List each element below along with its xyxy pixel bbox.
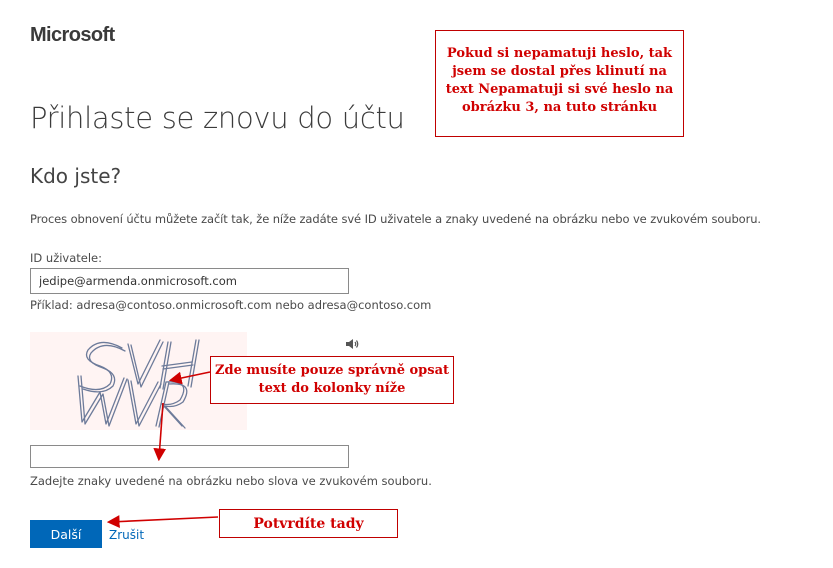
userid-input[interactable] [30, 268, 349, 294]
arrow-to-next-button [110, 517, 218, 522]
page-description: Proces obnovení účtu můžete začít tak, že níže zadáte své ID uživatele a znaky uvedené na obrázku nebo ve zvukovém souboru. [30, 212, 761, 226]
captcha-hint: Zadejte znaky uvedené na obrázku nebo slova ve zvukovém souboru. [30, 474, 432, 488]
captcha-input[interactable] [30, 445, 349, 468]
next-button[interactable]: Další [30, 520, 102, 548]
userid-example: Příklad: adresa@contoso.onmicrosoft.com nebo adresa@contoso.com [30, 298, 432, 312]
page-subtitle: Kdo jste? [30, 164, 122, 188]
cancel-link[interactable]: Zrušit [109, 528, 145, 542]
annotation-captcha: Zde musíte pouze správně opsat text do kolonky níže [210, 356, 454, 404]
annotation-top: Pokud si nepamatuji heslo, tak jsem se dostal přes klinutí na text Nepamatuji si své heslo na obrázku 3, na tuto stránku [435, 30, 684, 137]
microsoft-logo: Microsoft [30, 24, 115, 46]
speaker-icon[interactable] [345, 335, 359, 354]
userid-label: ID uživatele: [30, 251, 103, 265]
page-title: Přihlaste se znovu do účtu [30, 101, 405, 135]
annotation-confirm: Potvrdíte tady [219, 509, 398, 538]
